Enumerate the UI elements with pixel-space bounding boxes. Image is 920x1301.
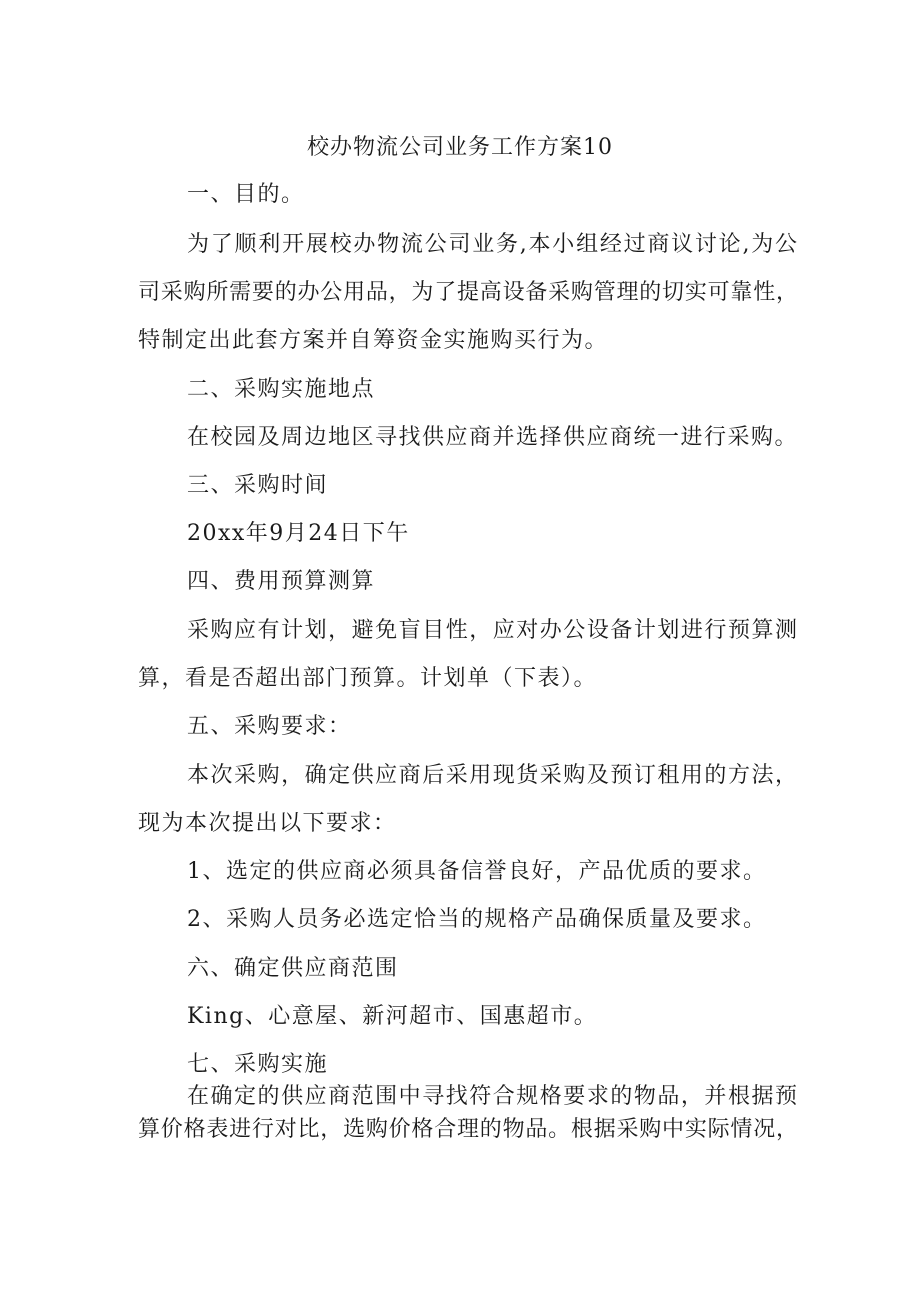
section-heading-location: 二、采购实施地点	[187, 377, 376, 402]
paragraph-line: King、心意屋、新河超市、国惠超市。	[187, 1004, 598, 1029]
section-heading-budget: 四、费用预算测算	[187, 569, 376, 594]
document-title: 校办物流公司业务工作方案10	[307, 135, 613, 160]
list-item: 1、选定的供应商必须具备信誉良好，产品优质的要求。	[187, 859, 767, 884]
paragraph-line: 本次采购，确定供应商后采用现货采购及预订租用的方法，	[187, 763, 797, 788]
paragraph-line: 现为本次提出以下要求：	[138, 811, 397, 836]
paragraph-line: 为了顺利开展校办物流公司业务,本小组经过商议讨论,为公	[187, 232, 797, 257]
section-heading-purpose: 一、目的。	[187, 182, 305, 207]
list-item: 2、采购人员务必选定恰当的规格产品确保质量及要求。	[187, 907, 767, 932]
paragraph-line: 采购应有计划，避免盲目性，应对办公设备计划进行预算测	[187, 618, 797, 643]
paragraph-line: 特制定出此套方案并自筹资金实施购买行为。	[138, 328, 609, 353]
paragraph-line: 20xx年9月24日下午	[187, 521, 410, 546]
section-heading-time: 三、采购时间	[187, 473, 329, 498]
paragraph-line: 在校园及周边地区寻找供应商并选择供应商统一进行采购。	[187, 425, 799, 450]
paragraph-line: 在确定的供应商范围中寻找符合规格要求的物品，并根据预	[187, 1084, 797, 1109]
paragraph-line: 算价格表进行对比，选购价格合理的物品。根据采购中实际情况，	[138, 1117, 798, 1142]
section-heading-suppliers: 六、确定供应商范围	[187, 956, 399, 981]
paragraph-line: 司采购所需要的办公用品，为了提高设备采购管理的切实可靠性，	[138, 280, 798, 305]
section-heading-implementation: 七、采购实施	[187, 1052, 329, 1077]
paragraph-line: 算，看是否超出部门预算。计划单（下表）。	[138, 666, 598, 691]
section-heading-requirements: 五、采购要求：	[187, 714, 352, 739]
